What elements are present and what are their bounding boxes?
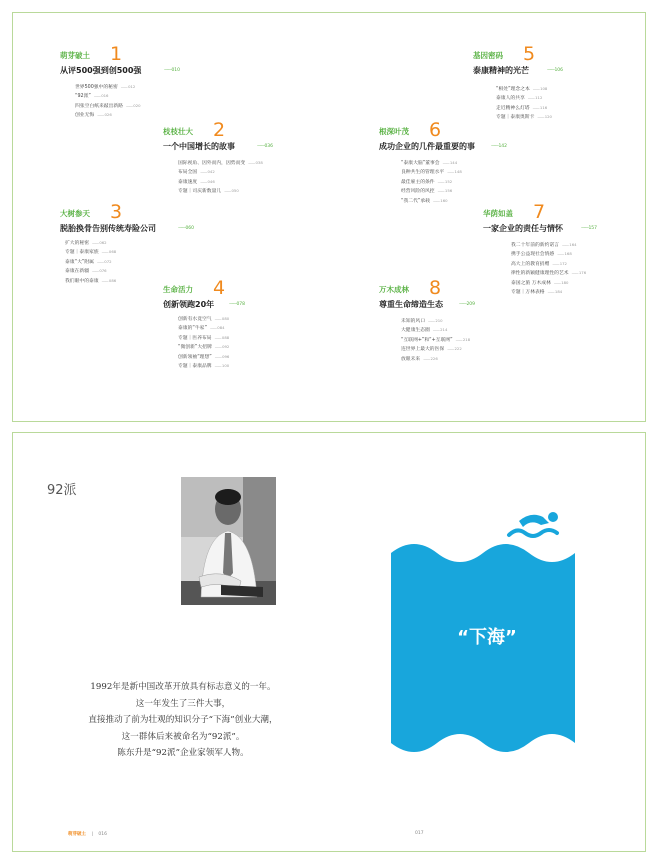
list-item[interactable]: 专题｜泰康家族—— 068 [65, 248, 116, 257]
intro-line: 陈东升是“92派”企业家领军人物。 [117, 748, 249, 758]
section-page: —— 078 [229, 302, 245, 307]
section-number: 5 [523, 43, 536, 65]
section-items [75, 83, 141, 121]
list-item[interactable]: 专题｜司庆新数量儿—— 050 [178, 187, 263, 196]
list-item[interactable]: 世界500强中的秘密—— 012 [75, 83, 141, 92]
chapter-spread [12, 432, 646, 852]
section-number: 7 [533, 201, 546, 223]
list-item[interactable]: 我二十年前的新约诺言—— 164 [511, 241, 586, 250]
intro-line: 这一群体后来被命名为“92派”。 [121, 731, 245, 742]
toc-spread [12, 12, 646, 422]
list-item[interactable]: 专题｜泰康品牌—— 100 [178, 362, 229, 371]
list-item[interactable]: 放眼未来—— 226 [401, 355, 470, 364]
section-page: —— 209 [459, 302, 475, 307]
intro-line: 直接推动了前为壮观的知识分子“下海”创业大潮， [88, 715, 278, 725]
section-page: —— 036 [257, 144, 273, 149]
section-items [401, 317, 470, 364]
section-title: 泰康精神的光芒 [473, 66, 529, 75]
list-item[interactable]: “92派”—— 016 [75, 92, 141, 101]
footer-page-number-left: 016 [98, 832, 107, 837]
section-page: —— 157 [581, 226, 597, 231]
intro-text [35, 679, 331, 762]
swimmer-icon [509, 512, 558, 536]
section-kicker: 万木成林 [379, 285, 409, 294]
chapter-label: 92派 [47, 483, 77, 498]
list-item[interactable]: 携手公益现社会情感—— 168 [511, 250, 586, 259]
list-item[interactable]: 创业无悔—— 026 [75, 111, 141, 120]
list-item[interactable]: 创新有水竟空气—— 080 [178, 315, 229, 324]
section-kicker: 基因密码 [473, 51, 503, 60]
list-item[interactable]: “微创新”大招牌—— 092 [178, 343, 229, 352]
list-item[interactable]: 良种共生的管理水平—— 148 [401, 168, 462, 177]
section-page: —— 142 [491, 144, 507, 149]
list-item[interactable]: 专题｜医养布局—— 088 [178, 334, 229, 343]
footer-separator: | [91, 832, 93, 837]
portrait-image [181, 477, 276, 605]
portrait-photo [181, 477, 276, 605]
section-title: 一个中国增长的故事 [163, 142, 235, 151]
list-item[interactable]: 大健康生态圈—— 214 [401, 326, 470, 335]
list-item[interactable]: 泰康“大”附属—— 072 [65, 258, 116, 267]
section-items [496, 85, 552, 123]
wave-shape [391, 544, 575, 752]
section-number: 1 [110, 43, 123, 65]
section-kicker: 根深叶茂 [379, 127, 409, 136]
section-items [511, 241, 586, 297]
section-items [178, 315, 229, 371]
section-page: —— 106 [547, 68, 563, 73]
list-item[interactable]: 泰康的“牛家”—— 084 [178, 324, 229, 333]
intro-line: 1992年是新中国改革开放具有标志意义的一年。 [90, 682, 276, 692]
section-title: 一家企业的责任与情怀 [483, 224, 563, 233]
section-number: 2 [213, 119, 226, 141]
graphic-title: “下海” [457, 627, 517, 648]
list-item[interactable]: 专题｜泰康奥斯卡—— 120 [496, 113, 552, 122]
section-title: 创新领跑20年 [163, 300, 215, 309]
list-item[interactable]: 最佳雇主的条件—— 152 [401, 178, 462, 187]
section-items [65, 239, 116, 286]
list-item[interactable]: “我二代”承载—— 160 [401, 197, 462, 206]
section-page: —— 060 [178, 226, 194, 231]
list-item[interactable]: “泰康大脑”董事会—— 144 [401, 159, 462, 168]
list-item[interactable]: 国际视角、因外而内，因势而变—— 038 [178, 159, 263, 168]
section-kicker: 枝枝壮大 [163, 127, 193, 136]
list-item[interactable]: “互联网+”和“+互联网”—— 218 [401, 336, 470, 345]
section-kicker: 大树参天 [60, 209, 90, 218]
list-item[interactable]: 泰康人的共享—— 112 [496, 94, 552, 103]
list-item[interactable]: 我们眼中的泰康—— 086 [65, 277, 116, 286]
section-number: 6 [429, 119, 442, 141]
xiahai-graphic [391, 505, 576, 755]
list-item[interactable]: 连世界上最大的医保—— 222 [401, 345, 470, 354]
list-item[interactable]: 高大上的教育捐赠—— 172 [511, 260, 586, 269]
list-item[interactable]: 布局全国—— 042 [178, 168, 263, 177]
footer-page-number-right: 017 [415, 831, 424, 836]
list-item[interactable]: 扩大的秘密—— 062 [65, 239, 116, 248]
list-item[interactable]: 未知的风口—— 210 [401, 317, 470, 326]
section-items [401, 159, 462, 206]
section-kicker: 华荫如盖 [483, 209, 513, 218]
footer-left [68, 831, 107, 837]
section-title: 尊重生命缔造生态 [379, 300, 443, 309]
list-item[interactable]: 律性的新颖健康理性的艺术—— 176 [511, 269, 586, 278]
list-item[interactable]: 专题｜万林表格—— 184 [511, 288, 586, 297]
list-item[interactable]: “相处”理念之本—— 108 [496, 85, 552, 94]
section-number: 8 [429, 277, 442, 299]
section-number: 3 [110, 201, 123, 223]
section-items [178, 159, 263, 197]
section-title: 从评500强到创500强 [60, 66, 142, 75]
section-title: 脱胎换骨告别传统寿险公司 [60, 224, 156, 233]
footer-section-title: 萌芽破土 [68, 832, 86, 837]
section-kicker: 萌芽破土 [60, 51, 90, 60]
section-kicker: 生命活力 [163, 285, 193, 294]
list-item[interactable]: 泰国之旅 万木成林—— 180 [511, 279, 586, 288]
section-page: —— 010 [164, 68, 180, 73]
section-title: 成功企业的几件最重要的事 [379, 142, 475, 151]
list-item[interactable]: 走近精神么灯塔—— 116 [496, 104, 552, 113]
section-number: 4 [213, 277, 226, 299]
list-item[interactable]: 泰康在新疆—— 076 [65, 267, 116, 276]
list-item[interactable]: 创新领袖“理想”—— 096 [178, 353, 229, 362]
list-item[interactable]: 经营风险的风控—— 156 [401, 187, 462, 196]
intro-line: 这一年发生了三件大事， [135, 698, 231, 709]
list-item[interactable]: 四张空白纸来敲出新路—— 020 [75, 102, 141, 111]
list-item[interactable]: 泰康速度—— 046 [178, 178, 263, 187]
